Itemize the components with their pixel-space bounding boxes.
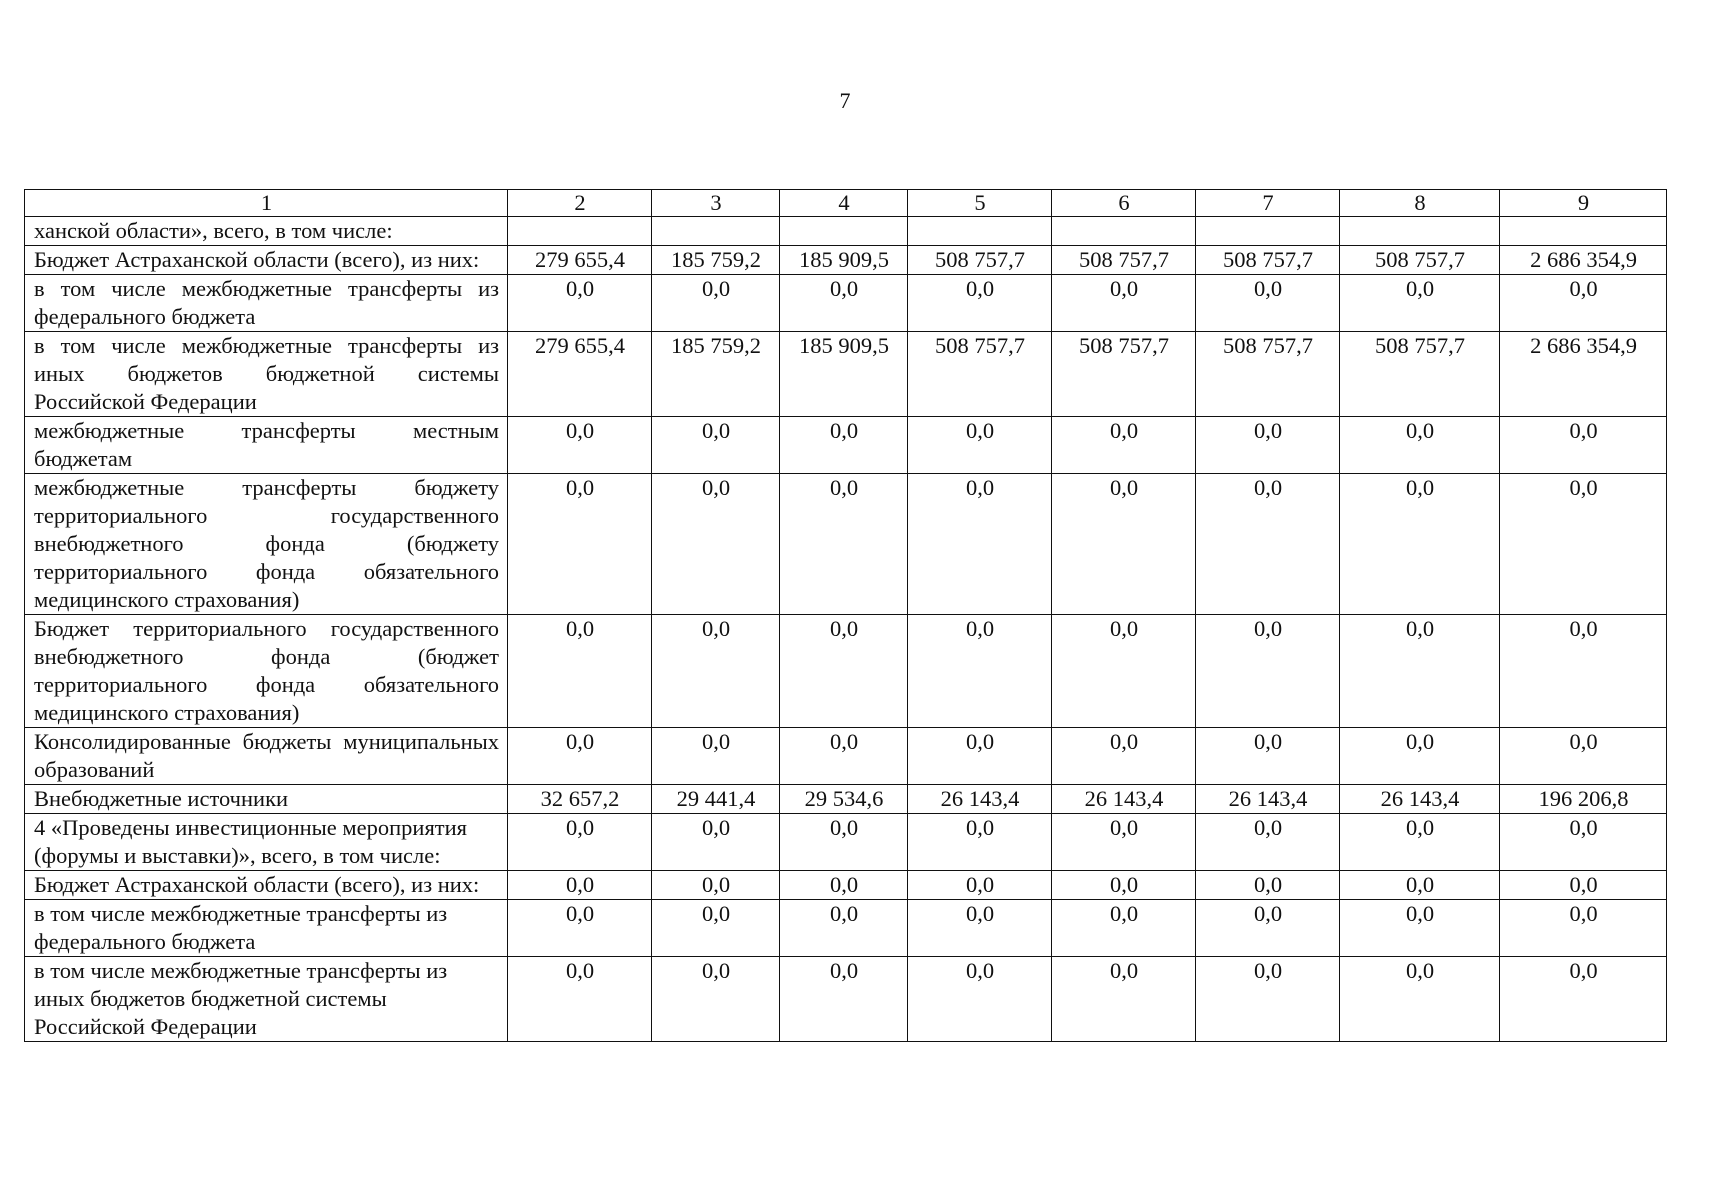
value-cell: 0,0: [652, 900, 780, 957]
value-cell: 0,0: [1052, 728, 1196, 785]
row-label: межбюджетные трансферты местным бюджетам: [25, 417, 508, 474]
value-cell: 0,0: [780, 474, 908, 615]
value-cell: 508 757,7: [1196, 332, 1340, 417]
value-cell: 0,0: [908, 275, 1052, 332]
row-label: Внебюджетные источники: [25, 785, 508, 814]
page-number: 7: [839, 88, 851, 113]
value-cell: 0,0: [1500, 900, 1667, 957]
value-cell: 0,0: [908, 871, 1052, 900]
column-header: 6: [1052, 190, 1196, 217]
value-cell: 0,0: [508, 871, 652, 900]
value-cell: 0,0: [1500, 871, 1667, 900]
value-cell: 0,0: [1340, 957, 1500, 1042]
column-header: 8: [1340, 190, 1500, 217]
value-cell: [652, 217, 780, 246]
value-cell: 508 757,7: [1196, 246, 1340, 275]
value-cell: 26 143,4: [1052, 785, 1196, 814]
value-cell: 0,0: [1340, 814, 1500, 871]
column-number-row: [25, 190, 1667, 217]
table-row: [25, 615, 1667, 728]
value-cell: [780, 217, 908, 246]
table-row: [25, 814, 1667, 871]
value-cell: 0,0: [780, 615, 908, 728]
value-cell: 0,0: [1500, 728, 1667, 785]
value-cell: 32 657,2: [508, 785, 652, 814]
value-cell: [1500, 217, 1667, 246]
value-cell: 0,0: [1052, 615, 1196, 728]
value-cell: 279 655,4: [508, 332, 652, 417]
value-cell: 508 757,7: [908, 246, 1052, 275]
value-cell: 0,0: [1500, 474, 1667, 615]
value-cell: 0,0: [1052, 957, 1196, 1042]
table-row: [25, 728, 1667, 785]
value-cell: 26 143,4: [1196, 785, 1340, 814]
value-cell: 0,0: [1500, 275, 1667, 332]
value-cell: 0,0: [1340, 871, 1500, 900]
value-cell: 185 909,5: [780, 332, 908, 417]
value-cell: 0,0: [908, 814, 1052, 871]
table-row: [25, 332, 1667, 417]
row-label: в том числе межбюджетные трансферты из федерального бюджета: [25, 275, 508, 332]
value-cell: 185 759,2: [652, 246, 780, 275]
row-label: в том числе межбюджетные трансферты из федерального бюджета: [25, 900, 508, 957]
value-cell: 0,0: [652, 474, 780, 615]
value-cell: 0,0: [908, 417, 1052, 474]
value-cell: 0,0: [508, 957, 652, 1042]
value-cell: 0,0: [508, 814, 652, 871]
value-cell: 0,0: [652, 275, 780, 332]
table-row: [25, 275, 1667, 332]
value-cell: 0,0: [1196, 900, 1340, 957]
value-cell: 0,0: [1340, 900, 1500, 957]
value-cell: [1052, 217, 1196, 246]
value-cell: 0,0: [508, 615, 652, 728]
value-cell: 2 686 354,9: [1500, 332, 1667, 417]
column-header: 4: [780, 190, 908, 217]
column-header: 1: [25, 190, 508, 217]
column-header: 5: [908, 190, 1052, 217]
table-body: [25, 217, 1667, 1042]
value-cell: 0,0: [1196, 728, 1340, 785]
column-header: 7: [1196, 190, 1340, 217]
value-cell: 508 757,7: [908, 332, 1052, 417]
budget-table: [24, 189, 1667, 1042]
value-cell: 26 143,4: [1340, 785, 1500, 814]
value-cell: 0,0: [652, 814, 780, 871]
value-cell: 0,0: [1052, 275, 1196, 332]
value-cell: 0,0: [508, 728, 652, 785]
value-cell: 0,0: [908, 900, 1052, 957]
table-row: [25, 871, 1667, 900]
value-cell: 0,0: [508, 417, 652, 474]
row-label: Консолидированные бюджеты муниципальных образований: [25, 728, 508, 785]
value-cell: 26 143,4: [908, 785, 1052, 814]
value-cell: 0,0: [508, 474, 652, 615]
value-cell: [508, 217, 652, 246]
value-cell: 0,0: [1052, 900, 1196, 957]
value-cell: 0,0: [780, 871, 908, 900]
value-cell: 0,0: [908, 474, 1052, 615]
value-cell: 0,0: [508, 275, 652, 332]
value-cell: 0,0: [1196, 275, 1340, 332]
row-label: ханской области», всего, в том числе:: [25, 217, 508, 246]
value-cell: 0,0: [780, 728, 908, 785]
table-row: [25, 417, 1667, 474]
value-cell: 0,0: [780, 957, 908, 1042]
value-cell: 2 686 354,9: [1500, 246, 1667, 275]
table-row: [25, 900, 1667, 957]
column-header: 9: [1500, 190, 1667, 217]
value-cell: 0,0: [1196, 417, 1340, 474]
row-label: Бюджет территориального государственного внебюджетного фонда (бюджет территориального фонда обязательного медицинского страхования): [25, 615, 508, 728]
row-label: Бюджет Астраханской области (всего), из них:: [25, 871, 508, 900]
value-cell: [908, 217, 1052, 246]
value-cell: 0,0: [1052, 417, 1196, 474]
value-cell: 0,0: [652, 615, 780, 728]
value-cell: 185 759,2: [652, 332, 780, 417]
table-row: [25, 217, 1667, 246]
value-cell: 279 655,4: [508, 246, 652, 275]
value-cell: 0,0: [1052, 814, 1196, 871]
value-cell: 0,0: [652, 957, 780, 1042]
table-row: [25, 957, 1667, 1042]
value-cell: 0,0: [1500, 615, 1667, 728]
value-cell: 508 757,7: [1052, 332, 1196, 417]
value-cell: 0,0: [1340, 474, 1500, 615]
value-cell: 0,0: [908, 728, 1052, 785]
value-cell: 29 534,6: [780, 785, 908, 814]
value-cell: [1340, 217, 1500, 246]
value-cell: 0,0: [1340, 275, 1500, 332]
table-row: [25, 474, 1667, 615]
row-label: Бюджет Астраханской области (всего), из них:: [25, 246, 508, 275]
value-cell: 0,0: [1340, 728, 1500, 785]
value-cell: 0,0: [780, 814, 908, 871]
table-row: [25, 246, 1667, 275]
value-cell: 508 757,7: [1340, 246, 1500, 275]
value-cell: 0,0: [780, 900, 908, 957]
row-label: 4 «Проведены инвестиционные мероприятия (форумы и выставки)», всего, в том числе:: [25, 814, 508, 871]
value-cell: 0,0: [1196, 615, 1340, 728]
value-cell: 0,0: [908, 957, 1052, 1042]
value-cell: 0,0: [1500, 417, 1667, 474]
value-cell: 0,0: [1052, 871, 1196, 900]
value-cell: 0,0: [1052, 474, 1196, 615]
value-cell: 0,0: [1196, 814, 1340, 871]
value-cell: 0,0: [1500, 814, 1667, 871]
value-cell: 185 909,5: [780, 246, 908, 275]
table-row: [25, 785, 1667, 814]
column-header: 3: [652, 190, 780, 217]
column-header: 2: [508, 190, 652, 217]
value-cell: 508 757,7: [1340, 332, 1500, 417]
row-label: в том числе межбюджетные трансферты из иных бюджетов бюджетной системы Российской Федерации: [25, 957, 508, 1042]
value-cell: 0,0: [652, 728, 780, 785]
value-cell: 0,0: [780, 275, 908, 332]
value-cell: 196 206,8: [1500, 785, 1667, 814]
value-cell: 0,0: [1196, 957, 1340, 1042]
value-cell: 508 757,7: [1052, 246, 1196, 275]
value-cell: 0,0: [652, 417, 780, 474]
value-cell: 0,0: [1196, 871, 1340, 900]
value-cell: 0,0: [908, 615, 1052, 728]
row-label: межбюджетные трансферты бюджету территориального государственного внебюджетного фонда (бюджету территориального фонда обязательного медицинского страхования): [25, 474, 508, 615]
row-label: в том числе межбюджетные трансферты из иных бюджетов бюджетной системы Российской Федерации: [25, 332, 508, 417]
value-cell: 0,0: [652, 871, 780, 900]
value-cell: 0,0: [1500, 957, 1667, 1042]
value-cell: 0,0: [1340, 417, 1500, 474]
value-cell: 0,0: [780, 417, 908, 474]
value-cell: 29 441,4: [652, 785, 780, 814]
value-cell: 0,0: [1196, 474, 1340, 615]
value-cell: 0,0: [508, 900, 652, 957]
value-cell: 0,0: [1340, 615, 1500, 728]
value-cell: [1196, 217, 1340, 246]
